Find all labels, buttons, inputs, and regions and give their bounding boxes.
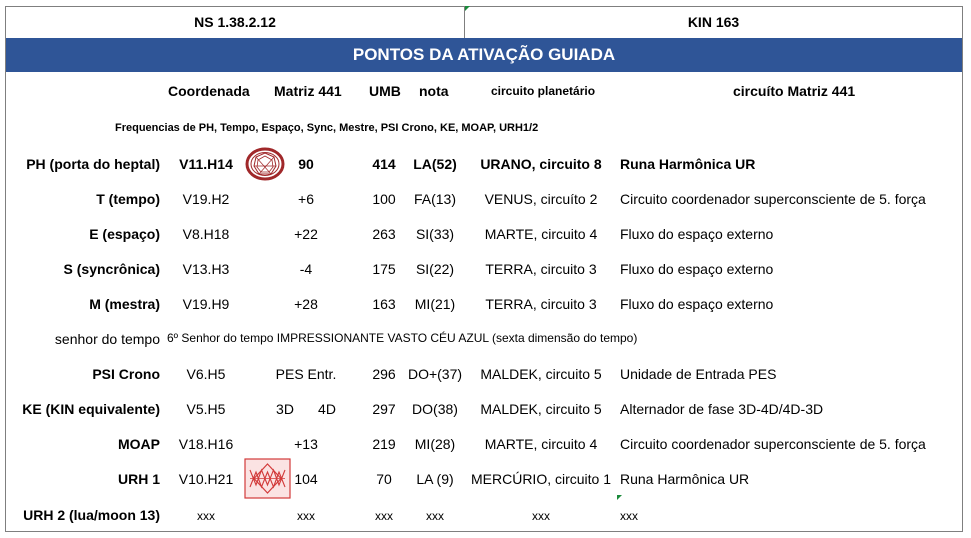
row-label-urh2: URH 2 (lua/moon 13) (23, 507, 160, 523)
nota-urh1: LA (9) (416, 471, 454, 487)
umb-urh1: 70 (376, 471, 392, 487)
nota-ke: DO(38) (412, 401, 458, 417)
umb-psi: 296 (372, 366, 396, 382)
matriz-e: +22 (294, 226, 318, 242)
planet-psi: MALDEK, circuito 5 (480, 366, 602, 382)
matriz-urh2: xxx (297, 509, 315, 523)
planet-m: TERRA, circuito 3 (485, 296, 597, 312)
circuit-ph: Runa Harmônica UR (620, 156, 756, 172)
matriz-ph: 90 (298, 156, 314, 172)
row-label-psi: PSI Crono (92, 366, 160, 382)
nota-moap: MI(28) (414, 436, 456, 452)
col-umb: UMB (369, 83, 401, 99)
matriz-ke-4d: 4D (318, 401, 336, 417)
nota-s: SI(22) (415, 261, 455, 277)
row-label-ke: KE (KIN equivalente) (22, 401, 160, 417)
row-label-urh1: URH 1 (117, 471, 160, 487)
senhor-label: senhor do tempo (54, 331, 160, 347)
coord-urh2: xxx (197, 509, 215, 523)
senhor-text: 6º Senhor do tempo IMPRESSIONANTE VASTO CÉU AZUL (sexta dimensão do tempo) (167, 331, 638, 345)
coord-ph: V11.H14 (179, 156, 233, 172)
coord-ke: V5.H5 (186, 401, 226, 417)
matriz-urh1: 104 (294, 471, 318, 487)
circuit-s: Fluxo do espaço externo (620, 261, 774, 277)
circuit-t: Circuito coordenador superconsciente de 5. força (620, 191, 926, 207)
matriz-moap: +13 (294, 436, 318, 452)
planet-e: MARTE, circuito 4 (484, 226, 598, 242)
nota-m: MI(21) (414, 296, 456, 312)
umb-e: 263 (372, 226, 396, 242)
planet-ph: URANO, circuito 8 (480, 156, 602, 172)
planet-t: VENUS, circuíto 2 (484, 191, 598, 207)
planet-urh1: MERCÚRIO, circuito 1 (470, 471, 612, 487)
circuit-psi: Unidade de Entrada PES (620, 366, 777, 382)
col-circuito-matriz: circuíto Matriz 441 (733, 83, 856, 99)
planet-moap: MARTE, circuito 4 (484, 436, 598, 452)
planet-urh2: xxx (532, 509, 550, 523)
planet-s: TERRA, circuito 3 (485, 261, 597, 277)
coord-t: V19.H2 (182, 191, 230, 207)
coord-urh1: V10.H21 (178, 471, 234, 487)
heptagon-ring-icon (245, 147, 285, 181)
page-title: PONTOS DA ATIVAÇÃO GUIADA (6, 38, 962, 72)
col-circuito-planetario: circuito planetário (491, 84, 596, 98)
circuit-urh2: xxx (620, 509, 638, 523)
col-coordenada: Coordenada (168, 83, 250, 99)
header-ns: NS 1.38.2.12 (6, 6, 465, 38)
row-label-ph: PH (porta do heptal) (26, 156, 160, 172)
nota-psi: DO+(37) (407, 366, 463, 382)
umb-t: 100 (372, 191, 396, 207)
frequencias-note: Frequencias de PH, Tempo, Espaço, Sync, Mestre, PSI Crono, KE, MOAP, URH1/2 (115, 122, 539, 134)
circuit-moap: Circuito coordenador superconsciente de 5. força (620, 436, 926, 452)
row-label-m: M (mestra) (89, 296, 160, 312)
col-nota: nota (419, 83, 449, 99)
matriz-t: +6 (298, 191, 314, 207)
coord-s: V13.H3 (182, 261, 230, 277)
circuit-e: Fluxo do espaço externo (620, 226, 774, 242)
planet-ke: MALDEK, circuito 5 (480, 401, 602, 417)
umb-ke: 297 (372, 401, 396, 417)
row-label-t: T (tempo) (96, 191, 160, 207)
nota-urh2: xxx (426, 509, 444, 523)
umb-ph: 414 (372, 156, 396, 172)
cell-comment-marker (465, 6, 470, 11)
nota-t: FA(13) (413, 191, 456, 207)
header-kin: KIN 163 (687, 14, 740, 30)
coord-moap: V18.H16 (178, 436, 234, 452)
rune-grid-icon (244, 458, 291, 499)
coord-psi: V6.H5 (186, 366, 226, 382)
nota-e: SI(33) (415, 226, 455, 242)
matriz-psi: PES Entr. (275, 366, 337, 382)
umb-urh2: xxx (375, 509, 393, 523)
coord-m: V19.H9 (182, 296, 230, 312)
umb-m: 163 (372, 296, 396, 312)
matriz-m: +28 (294, 296, 318, 312)
circuit-urh1: Runa Harmônica UR (620, 471, 750, 487)
circuit-m: Fluxo do espaço externo (620, 296, 774, 312)
row-label-s: S (syncrônica) (63, 261, 160, 277)
umb-moap: 219 (372, 436, 396, 452)
cell-comment-marker (617, 495, 622, 500)
row-label-moap: MOAP (118, 436, 160, 452)
circuit-ke: Alternador de fase 3D-4D/4D-3D (620, 401, 824, 417)
matriz-ke-3d: 3D (276, 401, 294, 417)
row-label-e: E (espaço) (89, 226, 160, 242)
umb-s: 175 (372, 261, 396, 277)
nota-ph: LA(52) (413, 156, 457, 172)
coord-e: V8.H18 (182, 226, 230, 242)
matriz-s: -4 (299, 261, 313, 277)
col-matriz: Matriz 441 (274, 83, 342, 99)
